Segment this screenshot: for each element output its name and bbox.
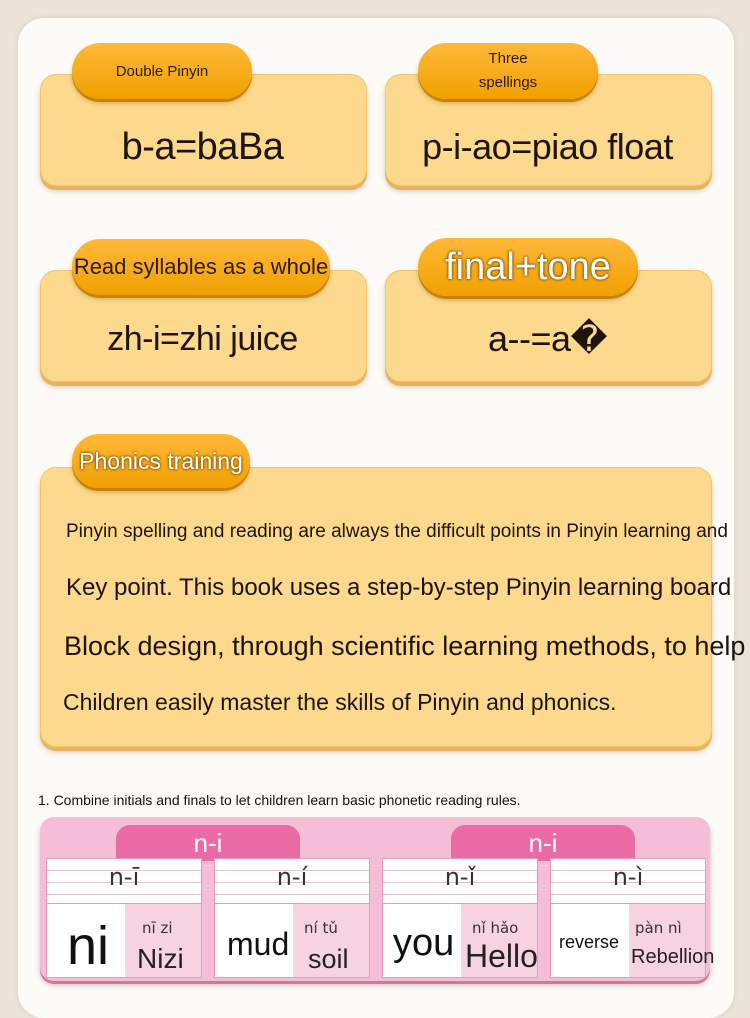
cell-word: ni — [67, 916, 110, 976]
cell-translation: Nizi — [137, 943, 184, 974]
cell-pinyin: ní tǔ — [304, 919, 338, 937]
three-spellings-tag-label: Three spellings — [478, 50, 538, 91]
pinyin-tab-right: n-i — [451, 825, 635, 861]
whole-syllable-tag — [72, 239, 330, 295]
cell-pinyin: pàn nì — [635, 919, 682, 937]
cell-word: mud — [227, 926, 290, 962]
phonics-training-tag — [72, 434, 250, 488]
phonics-line-2: Key point. This book uses a step-by-step Pinyin learning board — [66, 574, 732, 601]
pinyin-board — [40, 817, 715, 981]
tone-label: n-ǐ — [444, 863, 476, 891]
double-pinyin-tag — [72, 43, 252, 99]
cell-translation: Rebellion — [631, 946, 715, 968]
whole-syllable-example: zh-i=zhi juice — [107, 320, 298, 358]
tone-label: n-ì — [612, 863, 644, 891]
three-spellings-tag — [418, 43, 598, 99]
final-tone-tag-label: final+tone — [445, 245, 611, 288]
cell-pinyin: nǐ hǎo — [472, 919, 519, 937]
reading-rule-note: 1. Combine initials and finals to let children learn basic phonetic reading rules. — [38, 792, 521, 808]
tone-header — [383, 859, 537, 904]
double-pinyin-tag-label: Double Pinyin — [115, 62, 209, 80]
tone-label: n-í — [276, 863, 308, 891]
tone-header — [47, 859, 201, 904]
tone-header — [551, 859, 705, 904]
cell-pinyin: nī zi — [142, 919, 173, 937]
tone-cell-1 — [46, 858, 202, 978]
tone-cell-4 — [550, 858, 715, 978]
phonics-line-4: Children easily master the skills of Pinyin and phonics. — [63, 689, 617, 715]
phonics-line-1: Pinyin spelling and reading are always the difficult points in Pinyin learning and — [66, 521, 728, 542]
tone-label: n-ī — [108, 863, 140, 891]
three-spellings-example: p-i-ao=piao float — [422, 126, 673, 167]
tone-cell-2 — [214, 858, 370, 978]
pinyin-tab-left: n-i — [116, 825, 300, 861]
tone-header — [215, 859, 369, 904]
cell-word: reverse — [559, 932, 620, 952]
final-tone-example: a--=a� — [488, 318, 607, 359]
cell-translation: soil — [308, 944, 349, 974]
cell-word: you — [393, 922, 455, 964]
phonics-line-3: Block design, through scientific learning methods, to help — [64, 631, 746, 661]
phonics-training-tag-label: Phonics training — [79, 447, 243, 474]
tone-cell-3 — [382, 858, 538, 978]
final-tone-tag — [418, 238, 638, 296]
double-pinyin-example: b-a=baBa — [121, 126, 284, 168]
cell-translation: Hello — [465, 938, 538, 974]
whole-syllable-tag-label: Read syllables as a whole — [73, 254, 329, 279]
